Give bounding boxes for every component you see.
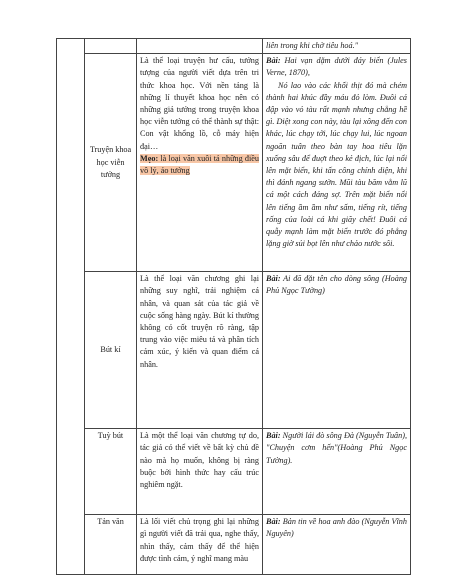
genre-cell (85, 429, 137, 515)
table-row (57, 515, 411, 575)
definition-cell (137, 54, 263, 272)
genre-label: Truyện khoa học viễn tưởng (89, 145, 132, 179)
index-cell (57, 39, 85, 575)
definition-cell (137, 39, 263, 54)
example-label: Bài: (266, 431, 281, 441)
example-cell (263, 272, 411, 429)
definition-cell (137, 515, 263, 575)
table-row (57, 54, 411, 272)
genre-label: Tuỳ bút (97, 431, 124, 441)
definition-text: Là lối viết chủ trọng ghi lại những gì người viết đã trải qua, nghe thấy, nhìn thấy, cảm thấy để thể hiện được tình cảm, ý nghĩ mang màu (140, 517, 259, 563)
genre-cell (85, 54, 137, 272)
example-title: Bản tin về hoa anh đào (Nguyễn Vĩnh Nguyên) (266, 517, 407, 539)
tip-text: là loại văn xuôi tả những điều vô lý, ảo tưởng (140, 153, 259, 176)
definition-cell (137, 272, 263, 429)
table-row (57, 39, 411, 54)
example-cell (263, 515, 411, 575)
definition-text: Là thể loại truyện hư cấu, tưởng tượng của người viết dựa trên tri thức khoa học. Với nền tảng là những lí thuyết khoa học nên có những giả tưởng trong truyện khoa học viễn tưởng có thể thành sự thật: Con vật khổng lồ, cỗ máy hiện đại… (140, 56, 259, 151)
genre-label: Tản văn (97, 517, 124, 527)
example-title: Ai đã đặt tên cho dòng sông (Hoàng Phủ Ngọc Tường) (266, 274, 408, 296)
tip-label: Mẹo: (140, 153, 159, 163)
definition-text: Là một thể loại văn chương tự do, tác giả có thể viết về bất kỳ chủ đề nào mà họ muốn, không bị ràng buộc bởi hình thức hay cấu trúc nghiêm ngặt. (140, 431, 259, 490)
genre-cell (85, 515, 137, 575)
literary-genres-table (56, 38, 411, 575)
genre-label: Bút kí (100, 345, 121, 355)
example-cell (263, 54, 411, 272)
example-text: Nó lao vào các khối thịt đó mà chém thành hai khúc đầy máu đỏ lòm. Đuôi cá đập vào vỏ tàu rất mạnh nhưng chẳng hề gì. Diệt xong con này, tàu lại xông đến con khác, lúc chạy tới, lúc chạy lui, lúc ngoan ngoãn tuân theo bàn tay hoa tiêu lặn xuống sâu để đuợt theo kẻ địch, lúc lại nổi lên mặt biển, khi tấn công chính diện, khi thì đánh ngang sườn. Mũi tàu băm vằm lũ cá một cách đáng sợ. Trên mặt biển nổi lên tiếng ầm ầm như sấm, tiếng rít, tiếng rống của loài cá khi giãy chết! Đuôi cá quẫy mạnh làm mặt biển trước đó phẳng lặng giờ sủi bọt lên như chảo nước sôi. (266, 80, 407, 249)
example-title: Người lái đò sông Đà (Nguyễn Tuân), "Chuyện cơm hến"(Hoàng Phủ Ngọc Tường). (266, 431, 408, 465)
example-text: liên trong khi chờ tiêu hoá." (266, 41, 359, 50)
definition-text: Là thể loại văn chương ghi lại những suy nghĩ, trải nghiệm cá nhân, và quan sát của tác giả về cuộc sống hàng ngày. Bút kí thường không có cốt truyện rõ ràng, tập trung vào việc miêu tả và phân tích cảm xúc, ý kiến và quan điểm cá nhân. (140, 274, 259, 369)
genre-cell (85, 39, 137, 54)
table-row (57, 272, 411, 429)
genre-cell (85, 272, 137, 429)
definition-cell (137, 429, 263, 515)
example-cell (263, 39, 411, 54)
example-label: Bài: (266, 274, 281, 284)
example-title: Hai vạn dặm dưới đáy biển (Jules Verne, 1870), (266, 56, 407, 78)
example-label: Bài: (266, 517, 281, 527)
table-row (57, 429, 411, 515)
example-cell (263, 429, 411, 515)
example-label: Bài: (266, 56, 281, 66)
tip-highlight (140, 154, 259, 175)
